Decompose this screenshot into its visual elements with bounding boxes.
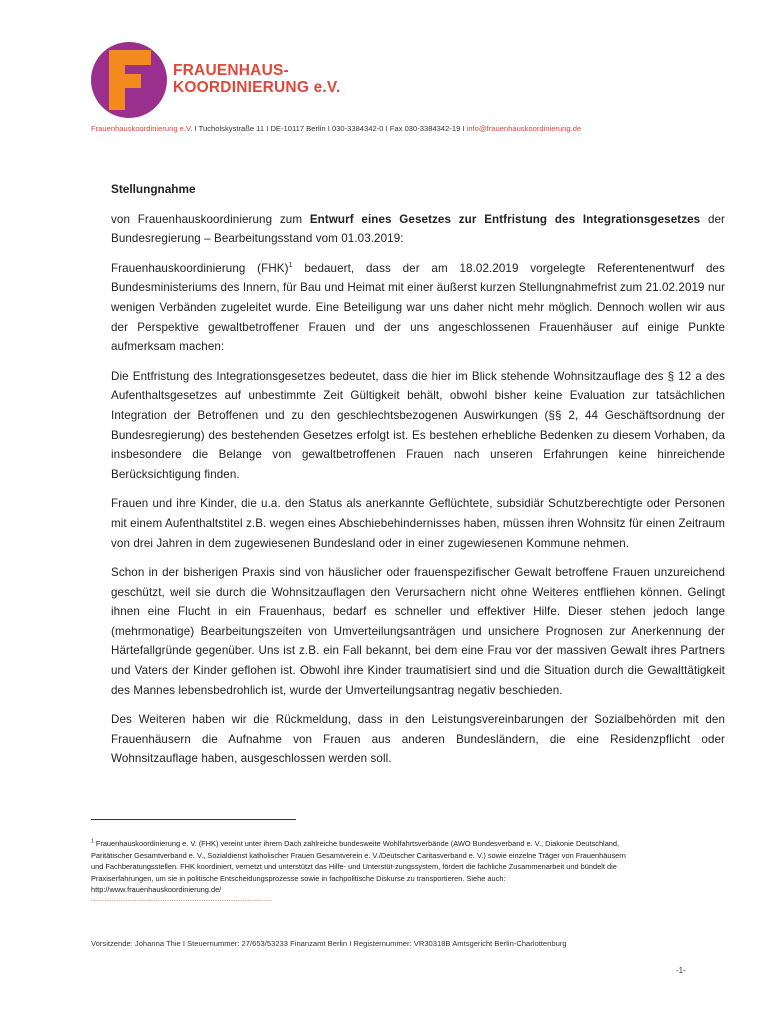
law-title: Entwurf eines Gesetzes zur Entfristung des Integrationsgesetzes: [309, 212, 701, 226]
header-separator: I: [264, 124, 271, 133]
logo-circle: [91, 42, 167, 118]
footnote-dashes: -------------------------------------------------------------------------------: [91, 897, 273, 904]
header-separator: I: [383, 124, 390, 133]
header-address: Tucholskystraße 11: [198, 124, 265, 133]
footer-legal-line: Vorsitzende: Johanna Thie I Steuernummer: 27/653/53233 Finanzamt Berlin I Registernummer: VR30318B Amtsgericht Berlin-Charlottenburg: [91, 939, 567, 948]
logo-line-2: KOORDINIERUNG e.V.: [173, 79, 341, 96]
paragraph-3: Frauen und ihre Kinder, die u.a. den Status als anerkannte Geflüchtete, subsidiär Schutzberechtigte oder Personen mit einem Aufenthaltstitel z.B. wegen eines Abschiebehindernisses haben, müssen ihren Wohnsitz für einen Zeitraum von drei Jahren in dem zugewiesenen Bundesland oder in einer zugewiesenen Kommune nehmen.: [111, 497, 725, 550]
intro-paragraph: von Frauenhauskoordinierung zum Entwurf eines Gesetzes zur Entfristung des Integrationsgesetzes der Bundesregierung – Bearbeitungsstand vom 01.03.2019:: [111, 212, 725, 246]
logo-wordmark: [173, 62, 341, 96]
logo-f-glyph: [109, 50, 153, 110]
footnote-text: Frauenhauskoordinierung e. V. (FHK) vereint unter ihrem Dach zahlreiche bundesweite Wohlfahrtsverbände (AWO Bundesverband e. V., Diakonie Deutschland, Paritätischer Gesamtverband e. V., Sozialdienst katholischer Frauen Gesamtverein e. V./Deutscher Caritasverband e. V.) sowie einzelne Träger von Frauenhäusern und Fachberatungsstellen. FHK koordiniert, vernetzt und unterstützt das Hilfe- und Unterstüt-zungssystem, fördert die fachliche Zusammenarbeit und bündelt die Praxiserfahrungen, um sie in politische Entscheidungsprozesse sowie in fachpolitische Diskurse zu transportieren. Siehe auch: http://www.frauenhauskoordinierung.de/: [91, 839, 626, 895]
header-org: Frauenhauskoordinierung e.V.: [91, 124, 193, 133]
footnote: [91, 838, 636, 906]
header-email-link[interactable]: info@frauenhauskoordinierung.de: [466, 124, 582, 133]
paragraph-5: Des Weiteren haben wir die Rückmeldung, dass in den Leistungsvereinbarungen der Sozialbehörden mit den Frauenhäusern die Aufnahme von Frauen aus anderen Bundesländern, die eine Residenzpflicht oder Wohnsitzauflage haben, ausgeschlossen werden soll.: [111, 713, 725, 766]
letterhead-contact-line: [91, 124, 731, 133]
organization-logo: [91, 42, 351, 118]
logo-line-1: FRAUENHAUS-: [173, 62, 289, 79]
document-body: [111, 180, 725, 779]
header-separator: I: [192, 124, 199, 133]
document-title: Stellungnahme: [111, 182, 196, 196]
header-city: DE-10117 Berlin: [270, 124, 326, 133]
header-fax: Fax 030-3384342-19: [389, 124, 461, 133]
header-separator: I: [325, 124, 332, 133]
page-number: -1-: [676, 966, 686, 975]
footnote-reference[interactable]: 1: [288, 261, 293, 269]
footnote-marker: 1: [91, 838, 94, 845]
header-phone: 030-3384342-0: [331, 124, 384, 133]
footnote-divider: [91, 819, 296, 820]
paragraph-2: Die Entfristung des Integrationsgesetzes bedeutet, dass die hier im Blick stehende Wohnsitzauflage des § 12 a des Aufenthaltsgesetzes auf unbestimmte Zeit Gültigkeit behält, obwohl bisher keine Evaluation zur tatsächlichen Integration der Betroffenen und zu den geschlechtsbezogenen Auswirkungen (§§ 2, 44 Geschäftsordnung der Bundesregierung) des bestehenden Gesetzes erfolgt ist. Es bestehen erhebliche Bedenken zu diesem Vorhaben, da insbesondere die Belange von gewaltbetroffenen Frauen nach unseren Erfahrungen keine hinreichende Berücksichtigung finden.: [111, 369, 725, 481]
paragraph-1: Frauenhauskoordinierung (FHK)$^1$ bedauert, dass der am 18.02.2019 vorgelegte Referentenentwurf des Bundesministeriums des Innern, für Bau und Heimat mit einer äußerst kurzen Stellungnahmefrist zum 21.02.2019 nur wenigen Verbänden zugeleitet wurde. Eine Beteiligung war uns daher nicht mehr möglich. Dennoch wollen wir aus der Perspektive gewaltbetroffener Frauen und der uns angeschlossenen Frauenhäuser auf einige Punkte aufmerksam machen:: [111, 261, 725, 354]
header-separator: I: [460, 124, 467, 133]
paragraph-4: Schon in der bisherigen Praxis sind von häuslicher oder frauenspezifischer Gewalt betroffene Frauen unzureichend geschützt, weil sie durch die Wohnsitzauflagen den Verursachern nicht ohne Weiteres entfliehen können. Gelingt ihnen eine Flucht in ein Frauenhaus, bedarf es schneller und effektiver Hilfe. Dieser stehen jedoch lange (mehrmonatige) Bearbeitungszeiten von Umverteilungsanträgen und unsichere Prognosen zur Anerkennung der Härtefallgründe gegenüber. Uns ist z.B. ein Fall bekannt, bei dem eine Frau vor der massiven Gewalt ihres Partners und Vaters der Kinder geflohen ist. Obwohl ihre Kinder traumatisiert sind und die Situation durch die Gewalttätigkeit des Mannes lebensbedrohlich ist, wurde der Umverteilungsantrag negativ beschieden.: [111, 566, 725, 697]
